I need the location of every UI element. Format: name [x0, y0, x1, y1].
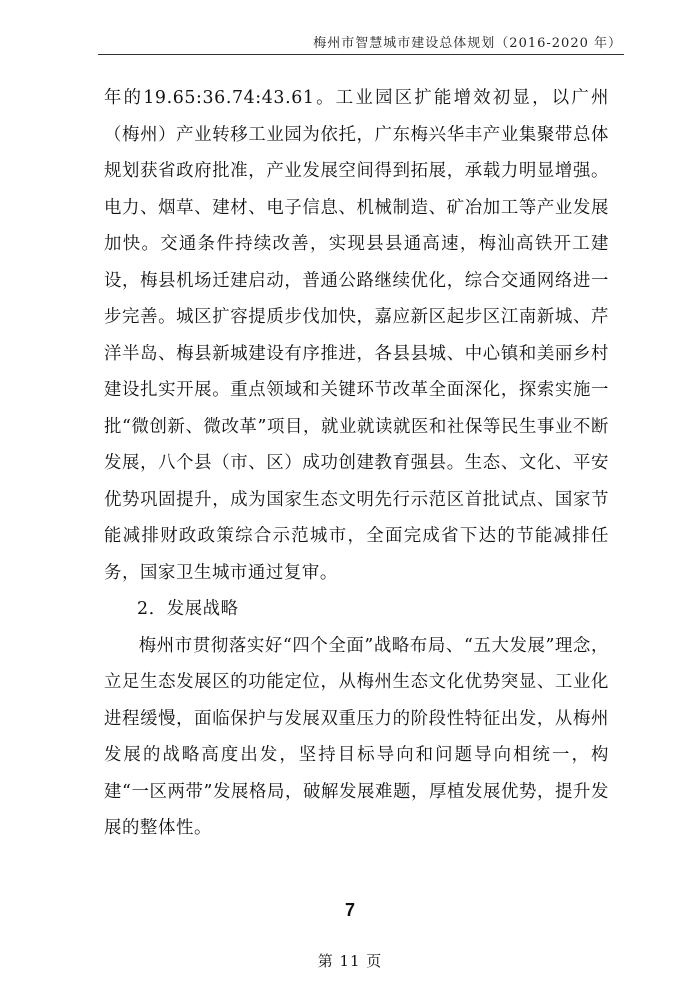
outer-page-label: 第 11 页 — [317, 952, 383, 970]
section-heading: 2．发展战略 — [137, 599, 239, 619]
body-text — [104, 80, 609, 847]
paragraph-continued: 年的19.65:36.74:43.61。工业园区扩能增效初显，以广州（梅州）产业转移工业园为依托，广东梅兴华丰产业集聚带总体规划获省政府批准，产业发展空间得到拓展，承载力明显增强。电力、烟草、建材、电子信息、机械制造、矿冶加工等产业发展加快。交通条件持续改善，实现县县通高速，梅汕高铁开工建设，梅县机场迁建启动，普通公路继续优化，综合交通网络进一步完善。城区扩容提质步伐加快，嘉应新区起步区江南新城、芹洋半岛、梅县新城建设有序推进，各县县城、中心镇和美丽乡村建设扎实开展。重点领域和关键环节改革全面深化，探索实施一批“微创新、微改革”项目，就业就读就医和社保等民生事业不断发展，八个县（市、区）成功创建教育强县。生态、文化、平安优势巩固提升，成为国家生态文明先行示范区首批试点、国家节能减排财政政策综合示范城市，全面完成省下达的节能减排任务，国家卫生城市通过复审。 — [104, 88, 609, 583]
running-header: 梅州市智慧城市建设总体规划（2016-2020 年） — [313, 36, 622, 51]
header-rule — [98, 54, 624, 55]
paragraph-development-strategy: 梅州市贯彻落实好“四个全面”战略布局、“五大发展”理念，立足生态发展区的功能定位，从梅州生态文化优势突显、工业化进程缓慢，面临保护与发展双重压力的阶段性特征出发，从梅州发展的战略高度出发，坚持目标导向和问题导向相统一，构建“一区两带”发展格局，破解发展难题，厚植发展优势，提升发展的整体性。 — [104, 635, 609, 838]
inner-page-number: 7 — [344, 900, 355, 920]
